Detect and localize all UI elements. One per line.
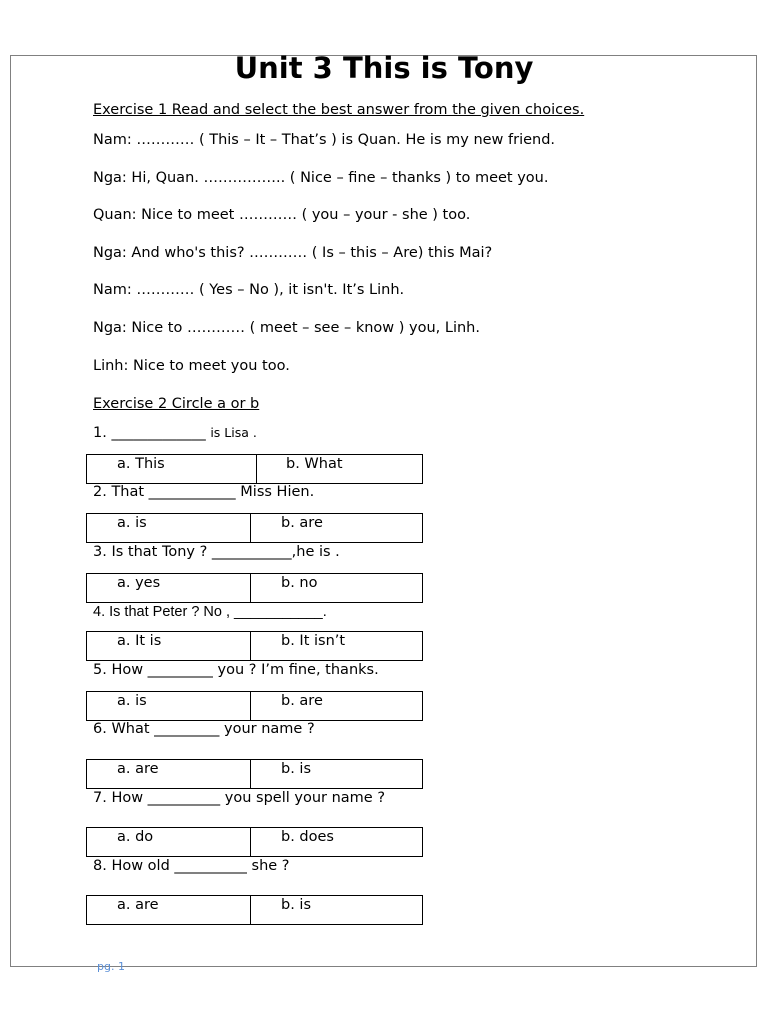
choice-b[interactable] bbox=[251, 828, 422, 856]
choice-b[interactable] bbox=[251, 514, 422, 542]
choice-a[interactable] bbox=[87, 760, 251, 788]
exercise1-line-7: Linh: Nice to meet you too. bbox=[93, 358, 290, 374]
choice-b-label: b. What bbox=[286, 456, 343, 472]
page-title: Unit 3 This is Tony bbox=[234, 51, 534, 85]
question-4: 4. Is that Peter ? No , ___________. bbox=[93, 604, 327, 620]
question-8: 8. How old __________ she ? bbox=[93, 858, 290, 874]
choice-b[interactable] bbox=[251, 574, 422, 602]
question-5: 5. How _________ you ? I’m fine, thanks. bbox=[93, 662, 379, 678]
exercise1-line-6: Nga: Nice to ………… ( meet – see – know ) you, Linh. bbox=[93, 320, 480, 336]
choice-b-label: b. are bbox=[281, 693, 323, 709]
choice-a[interactable] bbox=[87, 692, 251, 720]
choice-b-label: b. are bbox=[281, 515, 323, 531]
exercise1-line-1: Nam: ………… ( This – It – That’s ) is Quan. He is my new friend. bbox=[93, 132, 556, 148]
question-3-choices bbox=[86, 573, 423, 603]
question-1 bbox=[93, 424, 257, 442]
choice-b[interactable] bbox=[257, 455, 422, 483]
choice-a-label: a. This bbox=[117, 456, 165, 472]
question-2-choices bbox=[86, 513, 423, 543]
choice-a[interactable] bbox=[87, 828, 251, 856]
question-7-choices bbox=[86, 827, 423, 857]
choice-b-label: b. It isn’t bbox=[281, 633, 346, 649]
question-7: 7. How __________ you spell your name ? bbox=[93, 790, 386, 806]
exercise1-line-3: Quan: Nice to meet ………… ( you – your - she ) too. bbox=[93, 207, 471, 223]
choice-b-label: b. no bbox=[281, 575, 318, 591]
exercise1-line-4: Nga: And who's this? ………… ( Is – this – Are) this Mai? bbox=[93, 245, 493, 261]
question-6-choices bbox=[86, 759, 423, 789]
choice-b[interactable] bbox=[251, 692, 422, 720]
choice-a-label: a. is bbox=[117, 693, 147, 709]
choice-b[interactable] bbox=[251, 760, 422, 788]
question-4-choices bbox=[86, 631, 423, 661]
question-6: 6. What _________ your name ? bbox=[93, 721, 315, 737]
question-1-rest: is Lisa . bbox=[210, 425, 257, 440]
choice-b-label: b. is bbox=[281, 897, 312, 913]
choice-a-label: a. is bbox=[117, 515, 147, 531]
choice-b[interactable] bbox=[251, 896, 422, 924]
question-1-number: 1. _____________ bbox=[93, 425, 211, 441]
choice-a-label: a. It is bbox=[117, 633, 162, 649]
choice-a[interactable] bbox=[87, 896, 251, 924]
choice-a[interactable] bbox=[87, 514, 251, 542]
choice-a[interactable] bbox=[87, 574, 251, 602]
question-3: 3. Is that Tony ? ___________,he is . bbox=[93, 544, 340, 560]
page-number: pg. 1 bbox=[97, 960, 125, 973]
question-2: 2. That ____________ Miss Hien. bbox=[93, 484, 315, 500]
choice-a-label: a. are bbox=[117, 761, 159, 777]
exercise1-line-2: Nga: Hi, Quan. …………….. ( Nice – fine – thanks ) to meet you. bbox=[93, 170, 549, 186]
question-5-choices bbox=[86, 691, 423, 721]
question-8-choices bbox=[86, 895, 423, 925]
choice-b-label: b. is bbox=[281, 761, 312, 777]
exercise1-line-5: Nam: ………… ( Yes – No ), it isn't. It’s Linh. bbox=[93, 282, 405, 298]
choice-b[interactable] bbox=[251, 632, 422, 660]
choice-b-label: b. does bbox=[281, 829, 334, 845]
question-1-choices bbox=[86, 454, 423, 484]
choice-a-label: a. yes bbox=[117, 575, 161, 591]
choice-a-label: a. do bbox=[117, 829, 154, 845]
choice-a-label: a. are bbox=[117, 897, 159, 913]
choice-a[interactable] bbox=[87, 455, 257, 483]
exercise1-heading: Exercise 1 Read and select the best answer from the given choices. bbox=[93, 102, 585, 118]
exercise2-heading: Exercise 2 Circle a or b bbox=[93, 396, 260, 412]
choice-a[interactable] bbox=[87, 632, 251, 660]
